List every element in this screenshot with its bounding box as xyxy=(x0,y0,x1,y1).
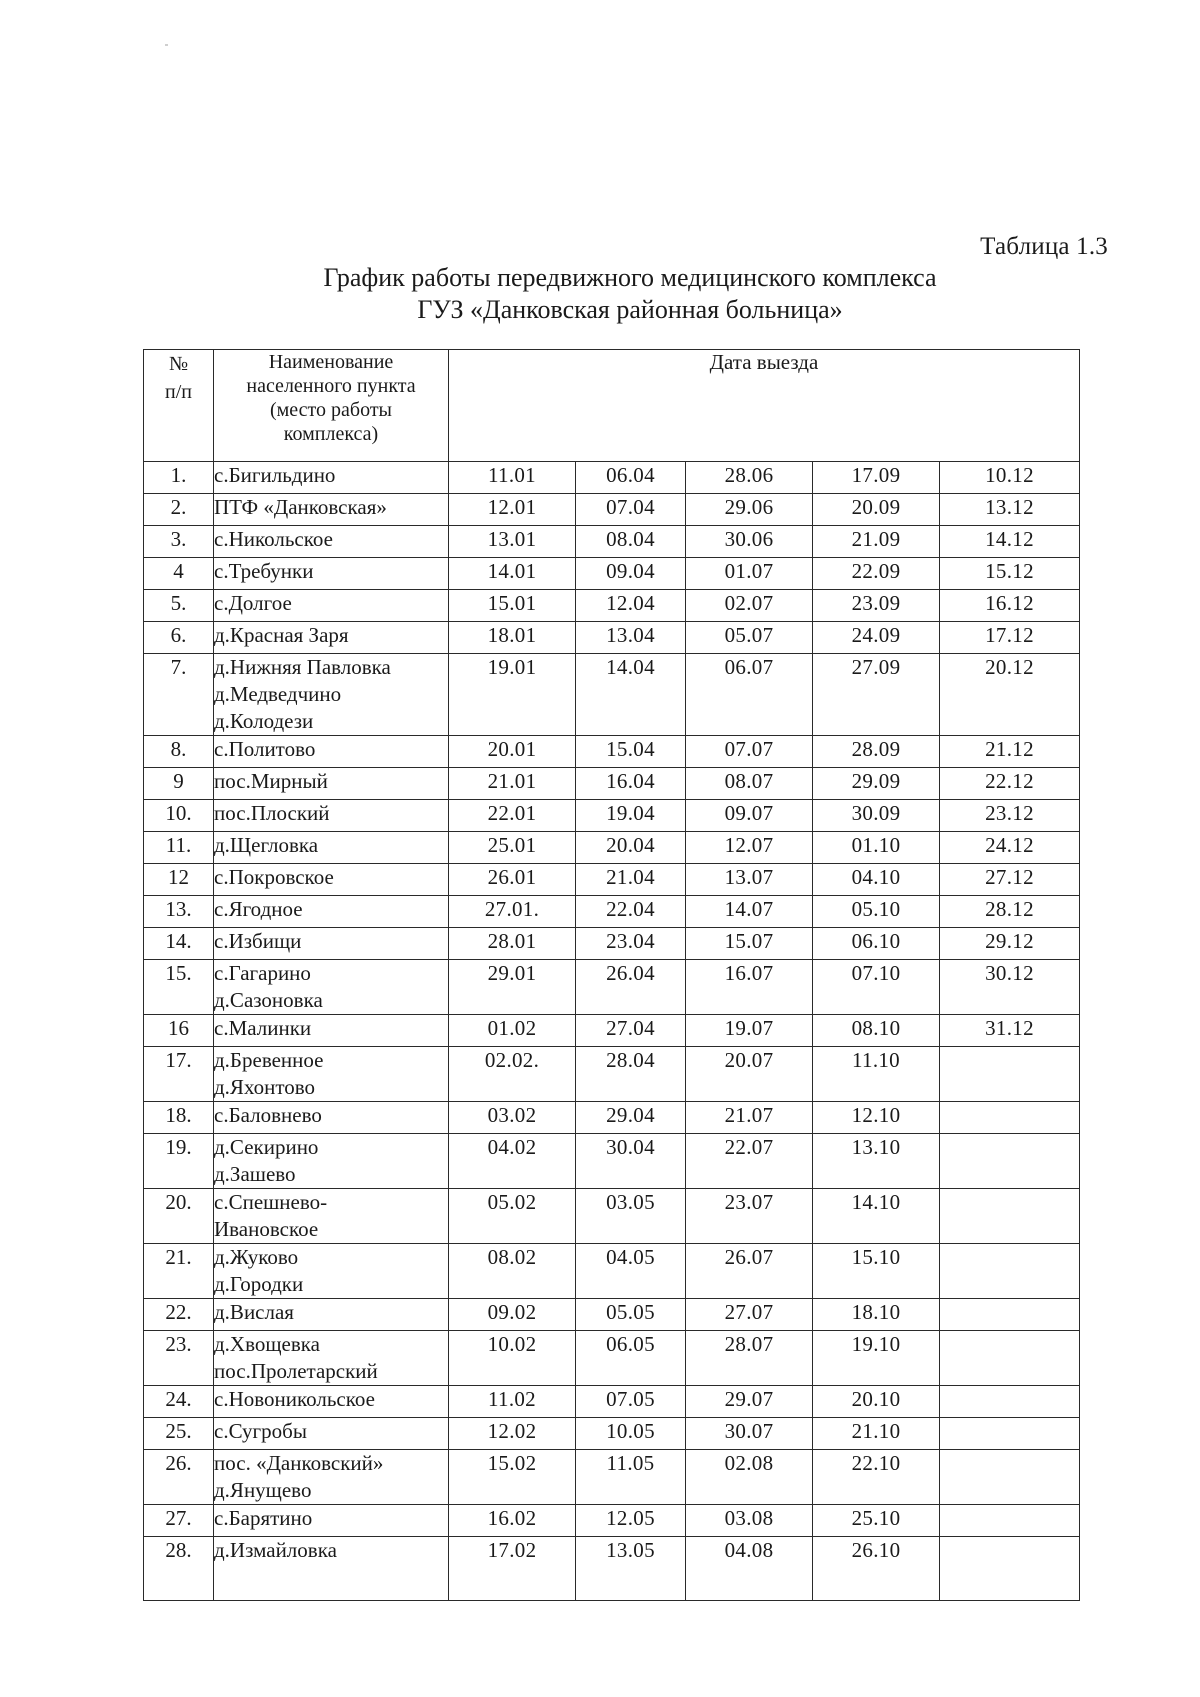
row-number: 3. xyxy=(144,526,214,558)
header-settlement-line: (место работы xyxy=(269,399,392,421)
table-row xyxy=(144,1537,1080,1601)
departure-date: 17.02 xyxy=(449,1537,576,1601)
departure-date: 07.04 xyxy=(576,494,686,526)
departure-date xyxy=(940,1189,1080,1244)
row-number: 11. xyxy=(144,832,214,864)
header-settlement-line: Наименование xyxy=(268,351,394,373)
departure-date: 14.10 xyxy=(813,1189,940,1244)
settlement-name-line: с.Барятино xyxy=(214,1506,313,1530)
settlement-name-line: с.Требунки xyxy=(214,559,314,583)
settlement-name xyxy=(214,736,449,768)
settlement-name xyxy=(214,1386,449,1418)
row-number: 23. xyxy=(144,1331,214,1386)
departure-date xyxy=(940,1418,1080,1450)
departure-date: 23.09 xyxy=(813,590,940,622)
departure-date: 08.07 xyxy=(686,768,813,800)
row-number: 22. xyxy=(144,1299,214,1331)
table-row xyxy=(144,768,1080,800)
table-row xyxy=(144,1134,1080,1189)
table-row xyxy=(144,1189,1080,1244)
settlement-name-line: д.Жуково xyxy=(214,1245,299,1269)
departure-date: 15.01 xyxy=(449,590,576,622)
header-number-line: № xyxy=(168,353,189,375)
departure-date: 26.07 xyxy=(686,1244,813,1299)
table-row xyxy=(144,590,1080,622)
settlement-name-line: с.Малинки xyxy=(214,1016,312,1040)
departure-date: 29.07 xyxy=(686,1386,813,1418)
settlement-name-line: с.Сугробы xyxy=(214,1419,307,1443)
departure-date: 19.07 xyxy=(686,1015,813,1047)
departure-date: 18.10 xyxy=(813,1299,940,1331)
departure-date: 05.02 xyxy=(449,1189,576,1244)
departure-date: 27.09 xyxy=(813,654,940,736)
departure-date: 01.10 xyxy=(813,832,940,864)
table-row xyxy=(144,1244,1080,1299)
settlement-name xyxy=(214,558,449,590)
departure-date: 17.12 xyxy=(940,622,1080,654)
table-row xyxy=(144,1015,1080,1047)
departure-date: 16.12 xyxy=(940,590,1080,622)
departure-date: 09.04 xyxy=(576,558,686,590)
departure-date: 14.04 xyxy=(576,654,686,736)
table-row xyxy=(144,494,1080,526)
header-settlement xyxy=(214,350,449,462)
settlement-name xyxy=(214,622,449,654)
settlement-name xyxy=(214,1450,449,1505)
table-row xyxy=(144,864,1080,896)
departure-date: 26.10 xyxy=(813,1537,940,1601)
settlement-name xyxy=(214,590,449,622)
departure-date: 06.07 xyxy=(686,654,813,736)
departure-date: 12.04 xyxy=(576,590,686,622)
departure-date: 13.12 xyxy=(940,494,1080,526)
table-row xyxy=(144,1505,1080,1537)
departure-date: 27.04 xyxy=(576,1015,686,1047)
departure-date: 11.01 xyxy=(449,462,576,494)
settlement-name-line: д.Измайловка xyxy=(214,1538,337,1562)
departure-date xyxy=(940,1047,1080,1102)
departure-date: 29.12 xyxy=(940,928,1080,960)
header-settlement-line: населенного пункта xyxy=(246,375,416,397)
departure-date: 21.04 xyxy=(576,864,686,896)
schedule-body xyxy=(144,462,1080,1601)
departure-date: 20.10 xyxy=(813,1386,940,1418)
departure-date: 04.08 xyxy=(686,1537,813,1601)
departure-date: 29.01 xyxy=(449,960,576,1015)
departure-date: 21.12 xyxy=(940,736,1080,768)
row-number: 2. xyxy=(144,494,214,526)
departure-date: 20.07 xyxy=(686,1047,813,1102)
departure-date: 25.10 xyxy=(813,1505,940,1537)
departure-date: 12.02 xyxy=(449,1418,576,1450)
table-row xyxy=(144,1299,1080,1331)
row-number: 6. xyxy=(144,622,214,654)
settlement-name-line: с.Баловнево xyxy=(214,1103,322,1127)
row-number: 16 xyxy=(144,1015,214,1047)
row-number: 7. xyxy=(144,654,214,736)
row-number: 17. xyxy=(144,1047,214,1102)
departure-date: 24.09 xyxy=(813,622,940,654)
departure-date: 26.04 xyxy=(576,960,686,1015)
settlement-name-line: д.Янущево xyxy=(214,1478,312,1502)
departure-date: 17.09 xyxy=(813,462,940,494)
departure-date: 28.07 xyxy=(686,1331,813,1386)
settlement-name xyxy=(214,462,449,494)
table-row xyxy=(144,896,1080,928)
departure-date: 23.12 xyxy=(940,800,1080,832)
settlement-name xyxy=(214,1047,449,1102)
settlement-name-line: пос. «Данковский» xyxy=(214,1451,384,1475)
departure-date xyxy=(940,1244,1080,1299)
row-number: 20. xyxy=(144,1189,214,1244)
table-row xyxy=(144,1102,1080,1134)
departure-date: 29.09 xyxy=(813,768,940,800)
departure-date: 05.05 xyxy=(576,1299,686,1331)
departure-date: 06.04 xyxy=(576,462,686,494)
departure-date: 08.10 xyxy=(813,1015,940,1047)
departure-date: 02.02. xyxy=(449,1047,576,1102)
departure-date: 11.02 xyxy=(449,1386,576,1418)
settlement-name-line: д.Вислая xyxy=(214,1300,294,1324)
header-number-line: п/п xyxy=(165,381,192,403)
departure-date: 05.07 xyxy=(686,622,813,654)
departure-date xyxy=(940,1505,1080,1537)
table-row xyxy=(144,1418,1080,1450)
settlement-name-line: с.Политово xyxy=(214,737,316,761)
table-row xyxy=(144,654,1080,736)
settlement-name-line: д.Щегловка xyxy=(214,833,319,857)
departure-date: 15.07 xyxy=(686,928,813,960)
settlement-name xyxy=(214,1331,449,1386)
departure-date: 15.02 xyxy=(449,1450,576,1505)
departure-date: 19.01 xyxy=(449,654,576,736)
header-number xyxy=(144,350,214,462)
departure-date: 07.05 xyxy=(576,1386,686,1418)
departure-date xyxy=(940,1386,1080,1418)
departure-date: 12.07 xyxy=(686,832,813,864)
departure-date: 14.12 xyxy=(940,526,1080,558)
departure-date: 30.06 xyxy=(686,526,813,558)
departure-date: 06.10 xyxy=(813,928,940,960)
departure-date: 28.06 xyxy=(686,462,813,494)
settlement-name-line: д.Бревенное xyxy=(214,1048,324,1072)
departure-date: 18.01 xyxy=(449,622,576,654)
table-row xyxy=(144,1331,1080,1386)
departure-date: 14.01 xyxy=(449,558,576,590)
settlement-name-line: с.Спешнево- xyxy=(214,1190,328,1214)
settlement-name-line: д.Зашево xyxy=(214,1162,296,1186)
departure-date: 01.07 xyxy=(686,558,813,590)
settlement-name xyxy=(214,832,449,864)
departure-date: 24.12 xyxy=(940,832,1080,864)
row-number: 25. xyxy=(144,1418,214,1450)
departure-date: 04.10 xyxy=(813,864,940,896)
table-row xyxy=(144,1047,1080,1102)
settlement-name-line: с.Избищи xyxy=(214,929,302,953)
departure-date: 16.07 xyxy=(686,960,813,1015)
header-settlement-line: комплекса) xyxy=(283,423,379,445)
settlement-name xyxy=(214,1189,449,1244)
settlement-name-line: д.Хвощевка xyxy=(214,1332,320,1356)
table-row xyxy=(144,832,1080,864)
settlement-name-line: с.Ягодное xyxy=(214,897,303,921)
settlement-name-line: д.Медведчино xyxy=(214,682,342,706)
settlement-name-line: пос.Мирный xyxy=(214,769,328,793)
departure-date xyxy=(940,1102,1080,1134)
departure-date xyxy=(940,1450,1080,1505)
departure-date: 10.05 xyxy=(576,1418,686,1450)
departure-date: 04.02 xyxy=(449,1134,576,1189)
settlement-name xyxy=(214,1102,449,1134)
departure-date: 13.04 xyxy=(576,622,686,654)
departure-date: 15.04 xyxy=(576,736,686,768)
settlement-name-line: ПТФ «Данковская» xyxy=(214,495,387,519)
departure-date: 13.05 xyxy=(576,1537,686,1601)
settlement-name-line: с.Гагарино xyxy=(214,961,311,985)
departure-date: 26.01 xyxy=(449,864,576,896)
row-number: 14. xyxy=(144,928,214,960)
departure-date: 30.04 xyxy=(576,1134,686,1189)
settlement-name xyxy=(214,1505,449,1537)
row-number: 10. xyxy=(144,800,214,832)
departure-date: 28.01 xyxy=(449,928,576,960)
settlement-name-line: д.Городки xyxy=(214,1272,304,1296)
departure-date xyxy=(940,1331,1080,1386)
departure-date: 30.07 xyxy=(686,1418,813,1450)
table-label: Таблица 1.3 xyxy=(980,233,1108,260)
departure-date: 27.12 xyxy=(940,864,1080,896)
departure-date: 22.12 xyxy=(940,768,1080,800)
settlement-name xyxy=(214,896,449,928)
departure-date: 29.06 xyxy=(686,494,813,526)
table-row xyxy=(144,736,1080,768)
departure-date: 27.07 xyxy=(686,1299,813,1331)
departure-date: 11.10 xyxy=(813,1047,940,1102)
departure-date: 13.07 xyxy=(686,864,813,896)
departure-date: 11.05 xyxy=(576,1450,686,1505)
scan-speck xyxy=(165,44,168,46)
departure-date: 31.12 xyxy=(940,1015,1080,1047)
table-row xyxy=(144,928,1080,960)
table-row xyxy=(144,558,1080,590)
row-number: 21. xyxy=(144,1244,214,1299)
title-line-1: График работы передвижного медицинского комплекса xyxy=(323,263,937,292)
table-row xyxy=(144,526,1080,558)
settlement-name-line: Ивановское xyxy=(214,1217,319,1241)
departure-date: 13.10 xyxy=(813,1134,940,1189)
header-row xyxy=(144,350,1080,462)
settlement-name xyxy=(214,1244,449,1299)
row-number: 12 xyxy=(144,864,214,896)
row-number: 9 xyxy=(144,768,214,800)
settlement-name-line: с.Долгое xyxy=(214,591,292,615)
departure-date: 16.04 xyxy=(576,768,686,800)
departure-date: 28.12 xyxy=(940,896,1080,928)
settlement-name xyxy=(214,1299,449,1331)
departure-date: 05.10 xyxy=(813,896,940,928)
departure-date: 07.07 xyxy=(686,736,813,768)
departure-date: 29.04 xyxy=(576,1102,686,1134)
departure-date: 20.01 xyxy=(449,736,576,768)
settlement-name xyxy=(214,1537,449,1601)
departure-date: 19.10 xyxy=(813,1331,940,1386)
departure-date: 03.05 xyxy=(576,1189,686,1244)
departure-date: 21.07 xyxy=(686,1102,813,1134)
settlement-name-line: д.Сазоновка xyxy=(214,988,323,1012)
row-number: 15. xyxy=(144,960,214,1015)
departure-date: 28.04 xyxy=(576,1047,686,1102)
settlement-name-line: д.Секирино xyxy=(214,1135,319,1159)
departure-date xyxy=(940,1537,1080,1601)
settlement-name xyxy=(214,654,449,736)
departure-date: 16.02 xyxy=(449,1505,576,1537)
departure-date: 20.09 xyxy=(813,494,940,526)
settlement-name xyxy=(214,800,449,832)
settlement-name-line: пос.Пролетарский xyxy=(214,1359,378,1383)
departure-date: 09.07 xyxy=(686,800,813,832)
departure-date: 27.01. xyxy=(449,896,576,928)
departure-date: 14.07 xyxy=(686,896,813,928)
settlement-name-line: д.Красная Заря xyxy=(214,623,349,647)
settlement-name-line: с.Покровское xyxy=(214,865,334,889)
departure-date: 15.10 xyxy=(813,1244,940,1299)
schedule-table xyxy=(143,349,1080,1601)
row-number: 26. xyxy=(144,1450,214,1505)
settlement-name xyxy=(214,494,449,526)
departure-date: 04.05 xyxy=(576,1244,686,1299)
table-row xyxy=(144,1450,1080,1505)
departure-date: 21.09 xyxy=(813,526,940,558)
settlement-name-line: с.Никольское xyxy=(214,527,333,551)
departure-date: 02.07 xyxy=(686,590,813,622)
row-number: 13. xyxy=(144,896,214,928)
departure-date: 22.04 xyxy=(576,896,686,928)
settlement-name xyxy=(214,864,449,896)
row-number: 19. xyxy=(144,1134,214,1189)
settlement-name xyxy=(214,526,449,558)
departure-date: 28.09 xyxy=(813,736,940,768)
departure-date: 12.10 xyxy=(813,1102,940,1134)
settlement-name-line: д.Колодези xyxy=(214,709,314,733)
document-title xyxy=(0,262,1200,326)
departure-date: 22.01 xyxy=(449,800,576,832)
row-number: 27. xyxy=(144,1505,214,1537)
table-row xyxy=(144,1386,1080,1418)
departure-date: 25.01 xyxy=(449,832,576,864)
departure-date: 23.04 xyxy=(576,928,686,960)
departure-date: 21.01 xyxy=(449,768,576,800)
row-number: 8. xyxy=(144,736,214,768)
departure-date: 03.08 xyxy=(686,1505,813,1537)
departure-date: 08.04 xyxy=(576,526,686,558)
row-number: 24. xyxy=(144,1386,214,1418)
row-number: 28. xyxy=(144,1537,214,1601)
departure-date: 22.10 xyxy=(813,1450,940,1505)
settlement-name xyxy=(214,1418,449,1450)
departure-date: 12.05 xyxy=(576,1505,686,1537)
settlement-name-line: д.Яхонтово xyxy=(214,1075,316,1099)
row-number: 1. xyxy=(144,462,214,494)
settlement-name-line: с.Новоникольское xyxy=(214,1387,375,1411)
table-row xyxy=(144,960,1080,1015)
departure-date: 22.09 xyxy=(813,558,940,590)
departure-date: 10.02 xyxy=(449,1331,576,1386)
table-row xyxy=(144,800,1080,832)
departure-date: 06.05 xyxy=(576,1331,686,1386)
settlement-name-line: с.Бигильдино xyxy=(214,463,336,487)
departure-date: 02.08 xyxy=(686,1450,813,1505)
settlement-name xyxy=(214,768,449,800)
departure-date: 19.04 xyxy=(576,800,686,832)
departure-date: 07.10 xyxy=(813,960,940,1015)
title-line-2: ГУЗ «Данковская районная больница» xyxy=(417,295,843,324)
departure-date: 23.07 xyxy=(686,1189,813,1244)
table-row xyxy=(144,622,1080,654)
departure-date: 21.10 xyxy=(813,1418,940,1450)
departure-date: 08.02 xyxy=(449,1244,576,1299)
departure-date: 12.01 xyxy=(449,494,576,526)
departure-date xyxy=(940,1134,1080,1189)
settlement-name-line: пос.Плоский xyxy=(214,801,330,825)
departure-date: 30.09 xyxy=(813,800,940,832)
departure-date: 09.02 xyxy=(449,1299,576,1331)
departure-date: 03.02 xyxy=(449,1102,576,1134)
departure-date xyxy=(940,1299,1080,1331)
departure-date: 10.12 xyxy=(940,462,1080,494)
settlement-name xyxy=(214,960,449,1015)
row-number: 18. xyxy=(144,1102,214,1134)
departure-date: 30.12 xyxy=(940,960,1080,1015)
departure-date: 20.04 xyxy=(576,832,686,864)
departure-date: 15.12 xyxy=(940,558,1080,590)
departure-date: 22.07 xyxy=(686,1134,813,1189)
settlement-name xyxy=(214,1134,449,1189)
settlement-name xyxy=(214,928,449,960)
row-number: 5. xyxy=(144,590,214,622)
departure-date: 20.12 xyxy=(940,654,1080,736)
table-row xyxy=(144,462,1080,494)
departure-date: 01.02 xyxy=(449,1015,576,1047)
row-number: 4 xyxy=(144,558,214,590)
header-departure-date: Дата выезда xyxy=(449,350,1080,462)
settlement-name xyxy=(214,1015,449,1047)
departure-date: 13.01 xyxy=(449,526,576,558)
settlement-name-line: д.Нижняя Павловка xyxy=(214,655,391,679)
